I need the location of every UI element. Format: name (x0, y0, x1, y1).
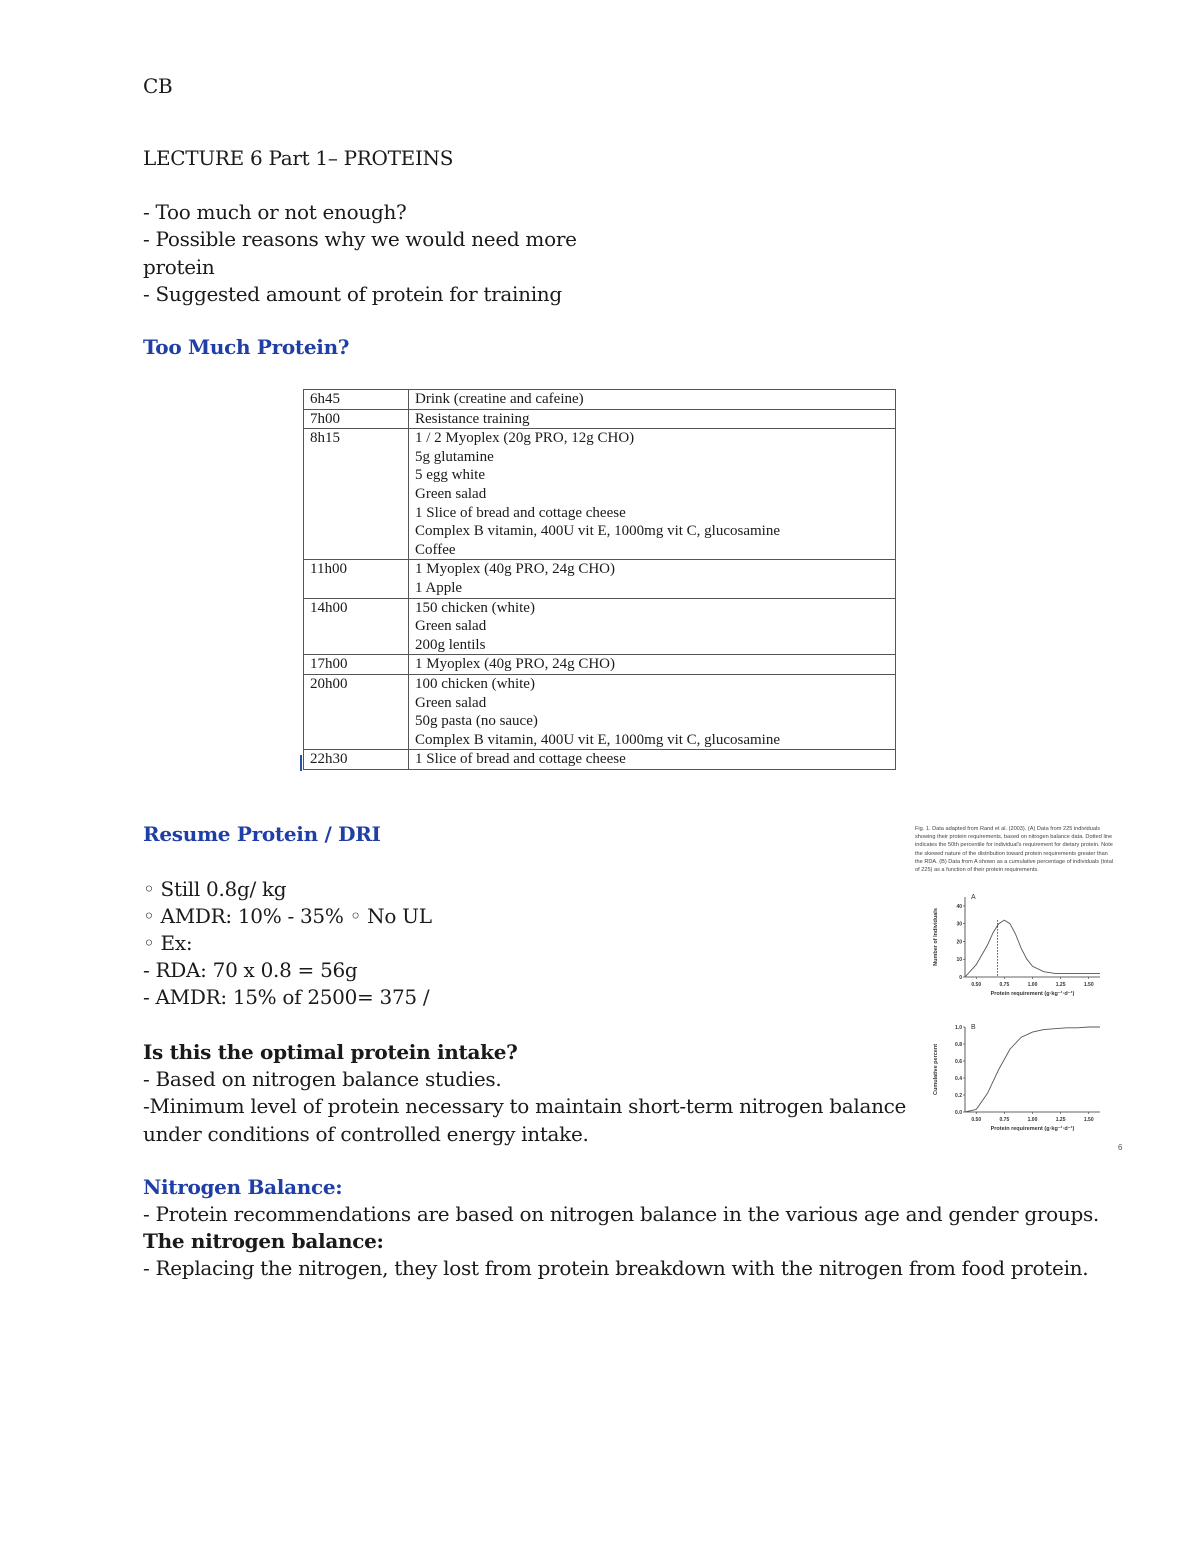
meal-items-cell (409, 750, 896, 770)
figure-corner-mark: 6 (1118, 1143, 1123, 1152)
intro-bullet: - Possible reasons why we would need more (143, 227, 577, 251)
x-tick-label: 1.50 (1083, 1117, 1094, 1123)
x-tick-label: 0.50 (971, 982, 982, 988)
meal-item: 1 Slice of bread and cottage cheese (415, 504, 626, 521)
meal-item: 100 chicken (white) (415, 675, 535, 692)
y-tick-label: 0.4 (955, 1076, 962, 1082)
heading-too-much-protein: Too Much Protein? (143, 335, 350, 359)
y-tick-label: 10 (956, 957, 962, 964)
meal-time-cell: 8h15 (304, 429, 409, 560)
resume-line: ◦ Still 0.8g/ kg (143, 877, 287, 901)
meal-item: Green salad (415, 694, 487, 711)
x-tick-label: 0.75 (999, 1117, 1010, 1123)
figure-charts (915, 887, 1130, 1157)
panel-label: B (971, 1024, 976, 1031)
meal-items-cell (409, 598, 896, 655)
meal-time-cell: 11h00 (304, 560, 409, 598)
x-tick-label: 0.50 (971, 1117, 982, 1123)
y-tick-label: 40 (956, 903, 962, 910)
nitrogen-line: - Protein recommendations are based on nitrogen balance in the various age and gender groups. (143, 1202, 1099, 1226)
heading-optimal-intake: Is this the optimal protein intake? (143, 1040, 518, 1064)
meal-item: 1 Myoplex (40g PRO, 24g CHO) (415, 561, 616, 578)
meal-item: 1 Apple (415, 579, 463, 596)
y-tick-label: 0.0 (955, 1110, 962, 1116)
x-tick-label: 1.50 (1083, 982, 1094, 988)
intro-bullet: - Suggested amount of protein for training (143, 282, 562, 306)
optimal-line: under conditions of controlled energy intake. (143, 1122, 589, 1146)
meal-items-cell (409, 674, 896, 749)
optimal-line: -Minimum level of protein necessary to maintain short-term nitrogen balance (143, 1094, 907, 1118)
y-tick-label: 0.2 (955, 1093, 962, 1099)
meal-item: Complex B vitamin, 400U vit E, 1000mg vit C, glucosamine (415, 523, 780, 540)
meal-item: 1 Myoplex (40g PRO, 24g CHO) (415, 656, 616, 673)
meal-item: Resistance training (415, 410, 530, 427)
meal-items-cell (409, 655, 896, 675)
y-tick-label: 0.6 (955, 1059, 962, 1065)
meal-item: 1 Slice of bread and cottage cheese (415, 751, 626, 768)
protein-requirement-figure (915, 825, 1130, 1155)
y-tick-label: 20 (956, 939, 962, 946)
y-axis-label: Cumulative percent (933, 1043, 939, 1096)
subheading-nitrogen-balance: The nitrogen balance: (143, 1229, 384, 1253)
meal-items-cell (409, 560, 896, 598)
meal-item: 200g lentils (415, 636, 486, 653)
meal-table-row (304, 750, 896, 770)
text-cursor (300, 755, 302, 771)
resume-line: - AMDR: 15% of 2500= 375 / (143, 985, 430, 1009)
figure-caption: Fig. 1. Data adapted from Rand et al. (2003). (A) Data from 225 individuals showing their protein requirements, based on nitrogen balance data. Dotted line indicates the 50th percentile for individual's requirement for dietary protein. Note the skewed nature of the distribution toward protein requirements greater than the RDA. (B) Data from A shown as a cumulative percentage of individuals (total of 225) as a function of their protein requirements. (915, 826, 1114, 874)
meal-time-cell: 20h00 (304, 674, 409, 749)
meal-item: Green salad (415, 485, 487, 502)
meal-table-row (304, 598, 896, 655)
meal-schedule-table (303, 389, 896, 770)
meal-time-cell: 7h00 (304, 409, 409, 429)
y-tick-label: 1.0 (955, 1025, 962, 1031)
series-line (965, 1027, 1100, 1112)
x-tick-label: 1.25 (1055, 1117, 1066, 1123)
meal-item: 50g pasta (no sauce) (415, 713, 538, 730)
resume-line: ◦ Ex: (143, 931, 193, 955)
meal-item: 150 chicken (white) (415, 599, 535, 616)
heading-nitrogen-balance: Nitrogen Balance: (143, 1175, 343, 1199)
meal-item: Complex B vitamin, 400U vit E, 1000mg vit C, glucosamine (415, 731, 780, 748)
meal-table-row (304, 560, 896, 598)
meal-item: 5g glutamine (415, 448, 494, 465)
meal-item: 5 egg white (415, 467, 485, 484)
meal-time-cell: 17h00 (304, 655, 409, 675)
meal-items-cell (409, 409, 896, 429)
y-tick-label: 0.8 (955, 1042, 962, 1048)
x-axis-label: Protein requirement (g·kg⁻¹·d⁻¹) (990, 1126, 1075, 1132)
panel-label: A (971, 894, 976, 901)
meal-table-row (304, 674, 896, 749)
meal-item: Coffee (415, 541, 456, 558)
meal-time-cell: 6h45 (304, 390, 409, 410)
x-tick-label: 1.25 (1055, 982, 1066, 988)
x-tick-label: 0.75 (999, 982, 1010, 988)
meal-item: Green salad (415, 618, 487, 635)
meal-item: 1 / 2 Myoplex (20g PRO, 12g CHO) (415, 430, 635, 447)
optimal-line: - Based on nitrogen balance studies. (143, 1067, 502, 1091)
lecture-title: LECTURE 6 Part 1– PROTEINS (143, 146, 454, 170)
resume-line: - RDA: 70 x 0.8 = 56g (143, 958, 358, 982)
x-axis-label: Protein requirement (g·kg⁻¹·d⁻¹) (990, 991, 1075, 997)
meal-time-cell: 22h30 (304, 750, 409, 770)
meal-items-cell (409, 429, 896, 560)
nitrogen-line: - Replacing the nitrogen, they lost from protein breakdown with the nitrogen from food protein. (143, 1256, 1089, 1280)
series-line (965, 920, 1100, 977)
resume-line: ◦ AMDR: 10% - 35% ◦ No UL (143, 904, 432, 928)
meal-items-cell (409, 390, 896, 410)
meal-item: Drink (creatine and cafeine) (415, 391, 584, 407)
y-axis-label: Number of Individuals (933, 908, 939, 966)
meal-table-row (304, 390, 896, 410)
heading-resume-protein: Resume Protein / DRI (143, 822, 381, 846)
meal-table-row (304, 655, 896, 675)
x-tick-label: 1.00 (1027, 1117, 1038, 1123)
x-tick-label: 1.00 (1027, 982, 1038, 988)
meal-table-row (304, 429, 896, 560)
y-tick-label: 30 (956, 921, 962, 928)
intro-bullet: protein (143, 255, 215, 279)
meal-time-cell: 14h00 (304, 598, 409, 655)
intro-bullet: - Too much or not enough? (143, 200, 407, 224)
meal-table-row (304, 409, 896, 429)
y-tick-label: 0 (959, 975, 962, 981)
header-initials: CB (143, 74, 173, 98)
